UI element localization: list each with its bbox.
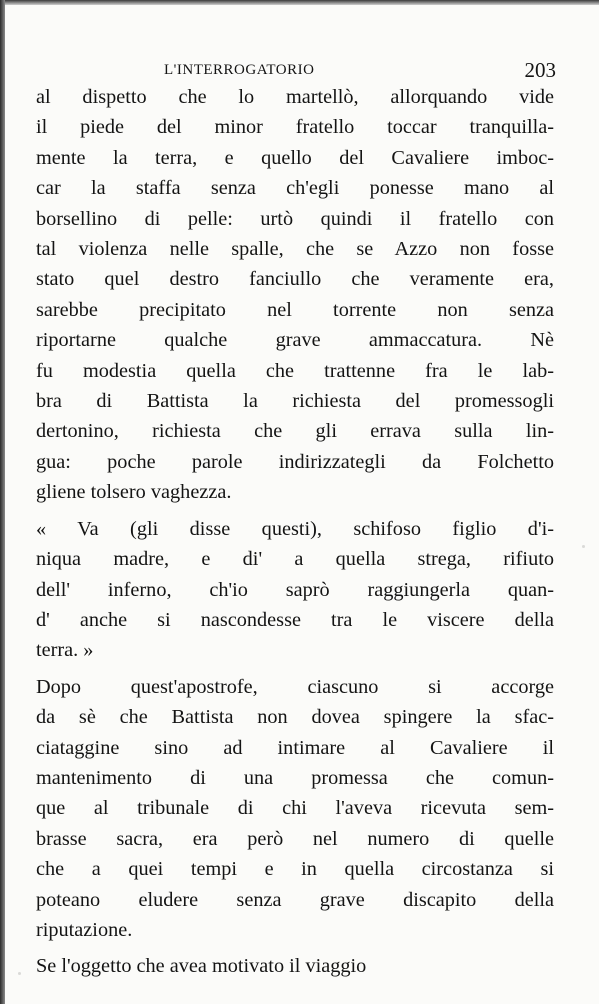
text-line: tal violenza nelle spalle, che se Azzo non fosse xyxy=(36,238,554,261)
page-left-shadow xyxy=(0,0,5,1004)
text-line: il piede del minor fratello toccar tranquilla- xyxy=(36,116,554,139)
text-line: dell' inferno, ch'io saprò raggiungerla quan- xyxy=(36,578,554,601)
text-line: ciataggine sino ad intimare al Cavaliere il xyxy=(36,736,554,759)
text-line: fu modestia quella che trattenne fra le lab- xyxy=(36,359,554,382)
text-line: Dopo quest'apostrofe, ciascuno si accorge xyxy=(36,675,554,698)
text-line: car la staffa senza ch'egli ponesse mano al xyxy=(36,177,554,200)
text-line: d' anche si nascondesse tra le viscere della xyxy=(36,608,554,631)
text-line: bra di Battista la richiesta del promessogli xyxy=(36,390,554,413)
text-line: dertonino, richiesta che gli errava sulla lin- xyxy=(36,420,554,443)
print-speck xyxy=(18,972,21,975)
text-line: poteano eludere senza grave discapito della xyxy=(36,888,554,911)
body-text xyxy=(36,82,554,982)
page-top-shadow xyxy=(0,0,599,5)
text-line: que al tribunale di chi l'aveva ricevuta sem- xyxy=(36,797,554,820)
text-line: riportarne qualche grave ammaccatura. Nè xyxy=(36,329,554,352)
text-line: gliene tolsero vaghezza. xyxy=(36,481,232,504)
text-line: terra. » xyxy=(36,639,94,662)
text-line: « Va (gli disse questi), schifoso figlio d'i- xyxy=(36,517,554,540)
text-line: mente la terra, e quello del Cavaliere imboc- xyxy=(36,146,554,169)
paragraph xyxy=(36,82,554,508)
text-line: stato quel destro fanciullo che veramente era, xyxy=(36,268,554,291)
text-line: gua: poche parole indirizzategli da Folchetto xyxy=(36,450,554,473)
text-line: niqua madre, e di' a quella strega, rifiuto xyxy=(36,548,554,571)
paragraph xyxy=(36,514,554,666)
paragraph xyxy=(36,951,554,981)
running-head: L'INTERROGATORIO xyxy=(164,62,315,78)
text-line: mantenimento di una promessa che comun- xyxy=(36,766,554,789)
print-speck xyxy=(582,545,585,548)
text-line: sarebbe precipitato nel torrente non senza xyxy=(36,298,554,321)
text-line: riputazione. xyxy=(36,918,133,941)
paragraph xyxy=(36,672,554,946)
text-line: al dispetto che lo martellò, allorquando vide xyxy=(36,86,554,108)
page-number: 203 xyxy=(524,58,556,82)
text-line: Se l'oggetto che avea motivato il viaggio xyxy=(36,955,367,978)
text-line: borsellino di pelle: urtò quindi il fratello con xyxy=(36,207,554,230)
text-line: da sè che Battista non dovea spingere la sfac- xyxy=(36,706,554,729)
text-line: che a quei tempi e in quella circostanza si xyxy=(36,858,554,881)
text-line: brasse sacra, era però nel numero di quelle xyxy=(36,827,554,850)
